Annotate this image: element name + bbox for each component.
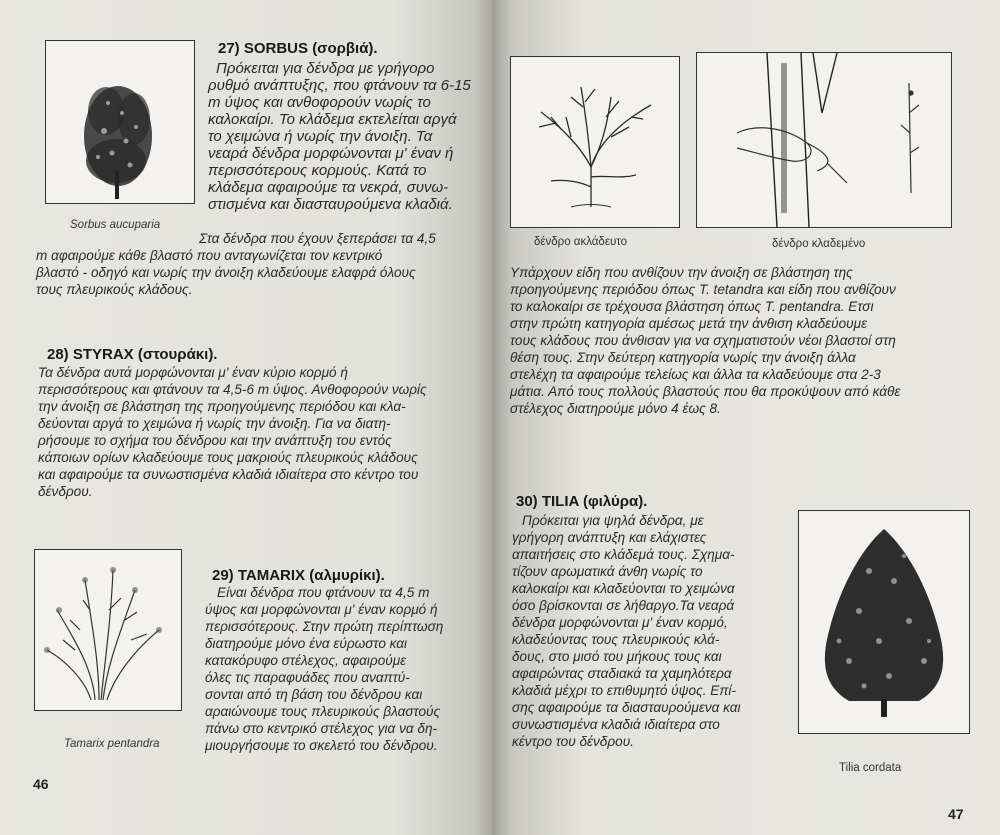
text-line: το καλοκαίρι σε τρέχουσα βλάστηση όπως T. pentandra. Ετσι <box>510 299 874 314</box>
text-line: ρήσουμε το σχήμα του δένδρου και την ανάπτυξη του εντός <box>38 433 392 448</box>
text-line: διατηρούμε μόνο ένα εύρωστο και <box>205 636 408 651</box>
sorbus-text <box>208 60 490 213</box>
tilia-caption: Tilia cordata <box>839 762 902 774</box>
text-line: αραιώνουμε τους πλευρικούς βλαστούς <box>205 704 441 719</box>
tamarix-shrub-drawing <box>35 550 181 710</box>
text-line: κάποιων ορίων κλαδεύουμε τους μακριούς πλευρικούς κλάδους <box>38 450 418 465</box>
text-line: τους κλάδους που άνθισαν για να σχηματιστούν νέοι βλαστοί στη <box>510 333 896 348</box>
text-line: βλαστό - οδηγό και νωρίς την άνοιξη κλαδεύουμε ελαφρά όλους <box>36 265 416 280</box>
text-line: θέση τους. Στην δεύτερη κατηγορία νωρίς την άνοιξη άλλα <box>510 350 856 365</box>
text-line: και αφαιρούμε τα συνωστισμένα κλαδιά ιδιαίτερα στο κέντρο του <box>38 467 419 482</box>
tamarix-text <box>205 584 490 754</box>
text-line: στισμένα και διασταυρούμενα κλαδιά. <box>208 196 453 213</box>
text-line: Τα δένδρα αυτά μορφώνονται μ' έναν κύριο κορμό ή <box>38 365 348 380</box>
text-line: Είναι δένδρα που φτάνουν τα 4,5 m <box>217 585 430 600</box>
text-line: καλοκαίρι. Το κλάδεμα εκτελείται αργά <box>208 111 457 128</box>
styrax-heading: 28) STYRAX (στουράκι). <box>47 346 218 363</box>
text-line: m ύψος και ανθοφορούν νωρίς το <box>208 94 431 111</box>
text-line: περισσότερους και φτάνουν τα 4,5-6 m ύψος. Ανθοφορούν νωρίς <box>38 382 427 397</box>
sorbus-text-continued <box>36 213 490 298</box>
pruned-caption: δένδρο κλαδεμένο <box>772 238 866 250</box>
text-line: το χειμώνα ή νωρίς την άνοιξη. Τα <box>208 128 433 145</box>
text-line: κλάδεμα αφαιρούμε τα νεκρά, συνω- <box>208 179 449 196</box>
text-line: κατακόρυφο στέλεχος, αφαιρούμε <box>205 653 407 668</box>
sorbus-caption: Sorbus aucuparia <box>70 219 161 231</box>
sorbus-tree-drawing <box>46 41 194 203</box>
text-line: σης αφαιρούμε τα διασταυρούμενα και <box>512 700 741 715</box>
text-line: στελέχη τα αφαιρούμε τελείως και άλλα τα κλαδεύουμε στα 2-3 <box>510 367 881 382</box>
text-line: δους, στο μισό του μήκους τους και <box>512 649 722 664</box>
text-line: Πρόκειται για δένδρα με γρήγορο <box>216 60 435 77</box>
text-line: Υπάρχουν είδη που ανθίζουν την άνοιξη σε βλάστηση της <box>510 265 853 280</box>
left-page <box>0 0 492 835</box>
text-line: όσο βρίσκονται σε λήθαργο.Τα νεαρά <box>512 598 735 613</box>
text-line: m αφαιρούμε κάθε βλαστό που ανταγωνίζεται τον κεντρικό <box>36 248 383 263</box>
text-line: μάτια. Από τους πολλούς βλαστούς που θα προκύψουν από κάθε <box>510 384 901 399</box>
pruning-hand-drawing <box>697 53 951 227</box>
tilia-tree-drawing <box>799 511 969 733</box>
page-number-right: 47 <box>948 806 964 822</box>
text-line: δένδρα μορφώνονται μ' έναν κορμό, <box>512 615 728 630</box>
text-line: απαιτήσεις στο κλάδεμά τους. Σχημα- <box>512 547 735 562</box>
page-number-left: 46 <box>33 776 49 792</box>
text-line: Στα δένδρα που έχουν ξεπεράσει τα 4,5 <box>199 231 436 246</box>
text-line: νεαρά δένδρα μορφώνονται μ' έναν ή <box>208 145 454 162</box>
right-page <box>492 0 1000 835</box>
text-line: δένδρου. <box>38 484 93 499</box>
unpruned-caption: δένδρο ακλάδευτο <box>534 236 628 248</box>
text-line: αφαιρώντας σταδιακά τα χαμηλότερα <box>512 666 732 681</box>
text-line: τους πλευρικούς κλάδους. <box>36 282 193 297</box>
text-line: στην πρώτη κατηγορία αμέσως μετά την άνθιση κλαδεύουμε <box>510 316 868 331</box>
text-line: μιουργήσουμε το σκελετό του δένδρου. <box>205 738 438 753</box>
text-line: περισσότερους κορμούς. Κατά το <box>208 162 427 179</box>
text-line: κλαδιά μέχρι το επιθυμητό ύψος. Επί- <box>512 683 736 698</box>
pruned-tree-illustration <box>696 52 952 228</box>
text-line: δεύονται αργά το χειμώνα ή νωρίς την άνοιξη. Για να διατη- <box>38 416 391 431</box>
tamarix-heading: 29) TAMARIX (αλμυρίκι). <box>212 567 385 584</box>
text-line: Πρόκειται για ψηλά δένδρα, με <box>522 513 704 528</box>
sorbus-illustration <box>45 40 195 204</box>
text-line: γρήγορη ανάπτυξη και ελάχιστες <box>512 530 707 545</box>
styrax-text <box>38 364 490 500</box>
unpruned-tree-drawing <box>511 57 679 227</box>
tetandra-text <box>510 264 990 417</box>
tilia-heading: 30) TILIA (φιλύρα). <box>516 493 648 510</box>
text-line: πάνω στο κεντρικό στέλεχος για να δη- <box>205 721 438 736</box>
text-line: ύψος και μορφώνονται μ' έναν κορμό ή <box>205 602 438 617</box>
tamarix-caption: Tamarix pentandra <box>64 738 160 750</box>
text-line: κλαδεύοντας τους πλευρικούς κλά- <box>512 632 720 647</box>
text-line: σονται από τη βάση του δένδρου και <box>205 687 423 702</box>
text-line: όλες τις παραφυάδες που αναπτύ- <box>205 670 410 685</box>
text-line: κέντρο του δένδρου. <box>512 734 634 749</box>
unpruned-tree-illustration <box>510 56 680 228</box>
text-line: καλοκαίρι και κλαδεύονται το χειμώνα <box>512 581 735 596</box>
text-line: στέλεχος διατηρούμε μόνο 4 έως 8. <box>510 401 721 416</box>
text-line: ρυθμό ανάπτυξης, που φτάνουν τα 6-15 <box>208 77 471 94</box>
text-line: την άνοιξη σε βλάστηση της προηγούμενης περιόδου και κλα- <box>38 399 406 414</box>
text-line: περισσότερους. Στην πρώτη περίπτωση <box>205 619 444 634</box>
tamarix-illustration <box>34 549 182 711</box>
tilia-illustration <box>798 510 970 734</box>
text-line: προηγούμενης περιόδου όπως T. tetandra και είδη που ανθίζουν <box>510 282 896 297</box>
sorbus-heading: 27) SORBUS (σορβιά). <box>218 40 378 57</box>
tilia-text <box>512 512 792 750</box>
text-line: τίζουν αρωματικά άνθη νωρίς το <box>512 564 703 579</box>
text-line: συνωστισμένα κλαδιά ιδιαίτερα στο <box>512 717 720 732</box>
